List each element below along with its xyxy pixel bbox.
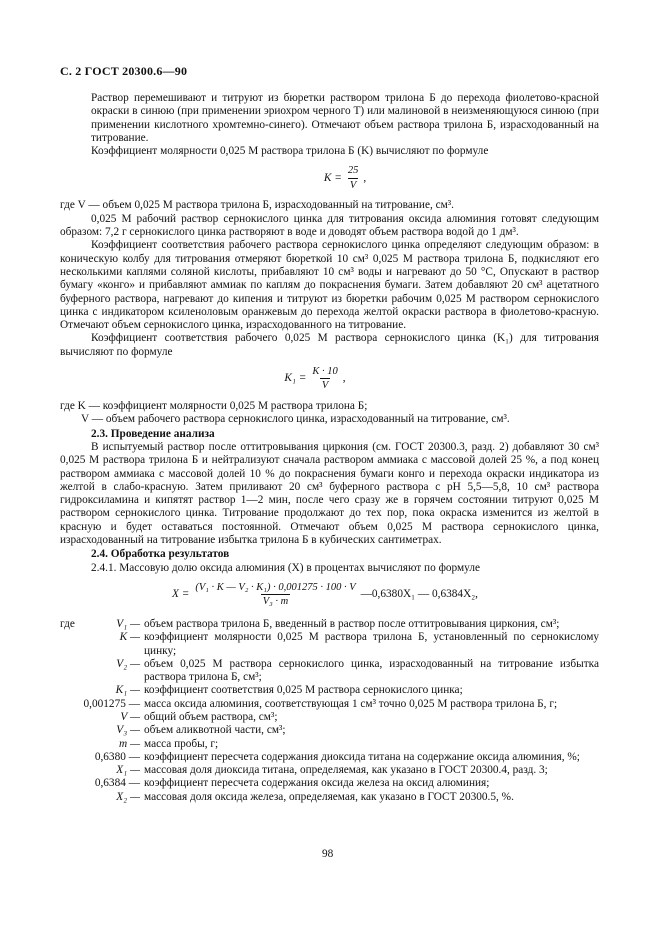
definition-text: коэффициент соответствия 0,025 М раствора сернокислого цинка; — [144, 684, 463, 697]
section-heading: 2.4. Обработка результатов — [91, 548, 230, 561]
definition-row — [60, 631, 599, 658]
definition-symbol: V₃ — — [116, 724, 140, 737]
section-heading: 2.3. Проведение анализа — [91, 427, 215, 440]
definition-symbol: V₁ — — [116, 617, 140, 630]
paragraph: где V — объем 0,025 М раствора трилона Б, израсходованный на титрование, см³. — [60, 199, 454, 212]
paragraph: Коэффициент соответствия рабочего раствора сернокислого цинка определяют следующим образом: в коническую колбу для титрования отмеряют бюреткой 10 см³ 0,025 М раствора трилона Б, подкисляют его несколькими каплями соляной кислоты, прибавляют 10 см³ воды и нагревают до 50 °С, Опускают в раствор бумагу «конго» и прибавляют аммиак по каплям до покраснения бумаги. Затем добавляют 20 см³ ацетатного буферного раствора, нагревают до кипения и титруют из бюретки рабочим 0,025 М раствором сернокислого цинка с индикатором ксиленоловым оранжевым до перехода желтой окраски раствора в фиолетово-красную. Отмечают объем сернокислого цинка, израсходованного на титрование. — [60, 239, 599, 332]
definition-row — [60, 658, 599, 685]
formula-lhs: X = — [171, 588, 190, 601]
definition-row — [60, 618, 599, 631]
definition-text: коэффициент пересчета содержания диоксида титана на содержание оксида алюминия, %; — [144, 750, 580, 763]
definition-row — [60, 684, 599, 697]
definition-symbol: 0,001275 — — [83, 697, 140, 710]
formula-denominator: V — [349, 179, 357, 191]
definition-text: объем аликвотной части, см³; — [144, 724, 286, 737]
definition-row — [60, 791, 599, 804]
formula-k — [91, 164, 599, 194]
formula-tail: , — [342, 372, 346, 385]
paragraph: V — объем рабочего раствора сернокислого цинка, израсходованный на титрование, см³. — [81, 413, 510, 426]
paragraph: 2.4.1. Массовую долю оксида алюминия (X) в процентах вычисляют по формуле — [91, 561, 480, 574]
paragraph: Коэффициент молярности 0,025 М раствора трилона Б (K) вычисляют по формуле — [91, 145, 489, 158]
formula-numerator: 25 — [347, 165, 359, 177]
formula-x — [51, 581, 599, 613]
formula-k1 — [31, 365, 599, 395]
definition-symbol: 0,6380 — — [94, 750, 140, 763]
formula-fraction — [193, 581, 357, 609]
definition-symbol: V — — [120, 710, 140, 723]
definition-text: общий объем раствора, см³; — [144, 710, 278, 723]
paragraph: 0,025 М рабочий раствор сернокислого цинка для титрования оксида алюминия готовят следующим образом: 7,2 г сернокислого цинка растворяют в воде и доводят объем раствора водой до 1 дм³. — [60, 212, 599, 239]
formula-denominator: V₃ · m — [262, 596, 289, 608]
formula-denominator: V — [321, 380, 329, 392]
formula-numerator: K · 10 — [312, 366, 338, 378]
definition-text: объем 0,025 М раствора сернокислого цинка, израсходованный на титрование избытка раствора трилона Б, см³; — [144, 657, 599, 684]
formula-tail: , — [363, 171, 367, 184]
definition-symbol: m — — [118, 737, 140, 750]
formula-fraction — [310, 365, 339, 393]
definitions-list — [60, 618, 599, 804]
definition-row — [60, 724, 599, 737]
formula-numerator: (V₁ · K — V₂ · K₁) · 0,001275 · 100 · V — [195, 581, 356, 593]
definition-row — [60, 777, 599, 790]
definition-text: коэффициент пересчета содержания оксида железа на оксид алюминия; — [144, 777, 490, 790]
paragraph: где K — коэффициент молярности 0,025 М раствора трилона Б; — [60, 400, 368, 413]
definition-text: массовая доля оксида железа, определяемая, как указано в ГОСТ 20300.5, %. — [144, 790, 514, 803]
paragraph: Раствор перемешивают и титруют из бюретки раствором трилона Б до перехода фиолетово-красной окраски в синюю (при применении эриохром черного Т) или малиновой в неизменяющуюся синюю (при применении кислотного хромтемно-синего). Отмечают объем раствора трилона Б, израсходованный на титрование. — [91, 92, 599, 144]
paragraph: Коэффициент соответствия рабочего 0,025 М раствора сернокислого цинка (K₁) для титрования вычисляют по формуле — [60, 332, 599, 358]
definition-symbol: V₂ — — [116, 657, 140, 670]
definition-symbol: K — — [119, 631, 140, 644]
definition-text: объем раствора трилона Б, введенный в раствор после оттитровывания циркония, см³; — [144, 617, 560, 630]
definition-text: масса пробы, г; — [144, 737, 219, 750]
definitions-lead: где — [60, 617, 75, 630]
definition-text: массовая доля диоксида титана, определяемая, как указано в ГОСТ 20300.4, разд. 3; — [144, 764, 548, 777]
formula-tail: —0,6380X₁ — 0,6384X₂, — [360, 588, 479, 601]
definition-row — [60, 751, 599, 764]
page-body — [60, 92, 599, 804]
definition-symbol: X₂ — — [116, 790, 140, 803]
definition-row — [60, 764, 599, 777]
definition-row — [60, 711, 599, 724]
formula-lhs: K = — [323, 171, 342, 184]
formula-lhs: K₁ = — [284, 372, 307, 385]
formula-fraction — [346, 164, 361, 192]
paragraph: В испытуемый раствор после оттитровывания циркония (см. ГОСТ 20300.3, разд. 2) добавляют 30 см³ 0,025 М раствора трилона Б и нейтрализуют сначала раствором аммиака с массовой долей 25 %, а под конец раствором аммиака с массовой долей 10 % до покраснения бумаги конго и перехода окраски индикатора из желтой в слабо-красную. Затем приливают 20 см³ буферного раствора с рН 5,5—5,8, 10 см³ раствора гидроксиламина и кипятят раствор 1—2 мин, после чего сразу же в горячем состоянии титруют 0,025 М раствором сернокислого цинка. Титрование продолжают до тех пор, пока окраска изменится из желтой в красную и будет оставаться постоянной. Отмечают объем 0,025 М раствора сернокислого цинка, израсходованный на титрование избытка трилона Б в кубических сантиметрах. — [60, 440, 599, 547]
definition-text: коэффициент молярности 0,025 М раствора трилона Б, установленный по сернокислому цинку; — [144, 631, 599, 657]
definition-symbol: K₁ — — [115, 684, 140, 697]
definition-symbol: 0,6384 — — [94, 777, 140, 790]
page-header: С. 2 ГОСТ 20300.6—90 — [60, 64, 188, 78]
definition-row — [60, 698, 599, 711]
page-number: 98 — [322, 848, 334, 860]
definition-text: масса оксида алюминия, соответствующая 1 см³ точно 0,025 М раствора трилона Б, г; — [144, 697, 558, 710]
definition-row — [60, 738, 599, 751]
definition-symbol: X₁ — — [116, 764, 140, 777]
